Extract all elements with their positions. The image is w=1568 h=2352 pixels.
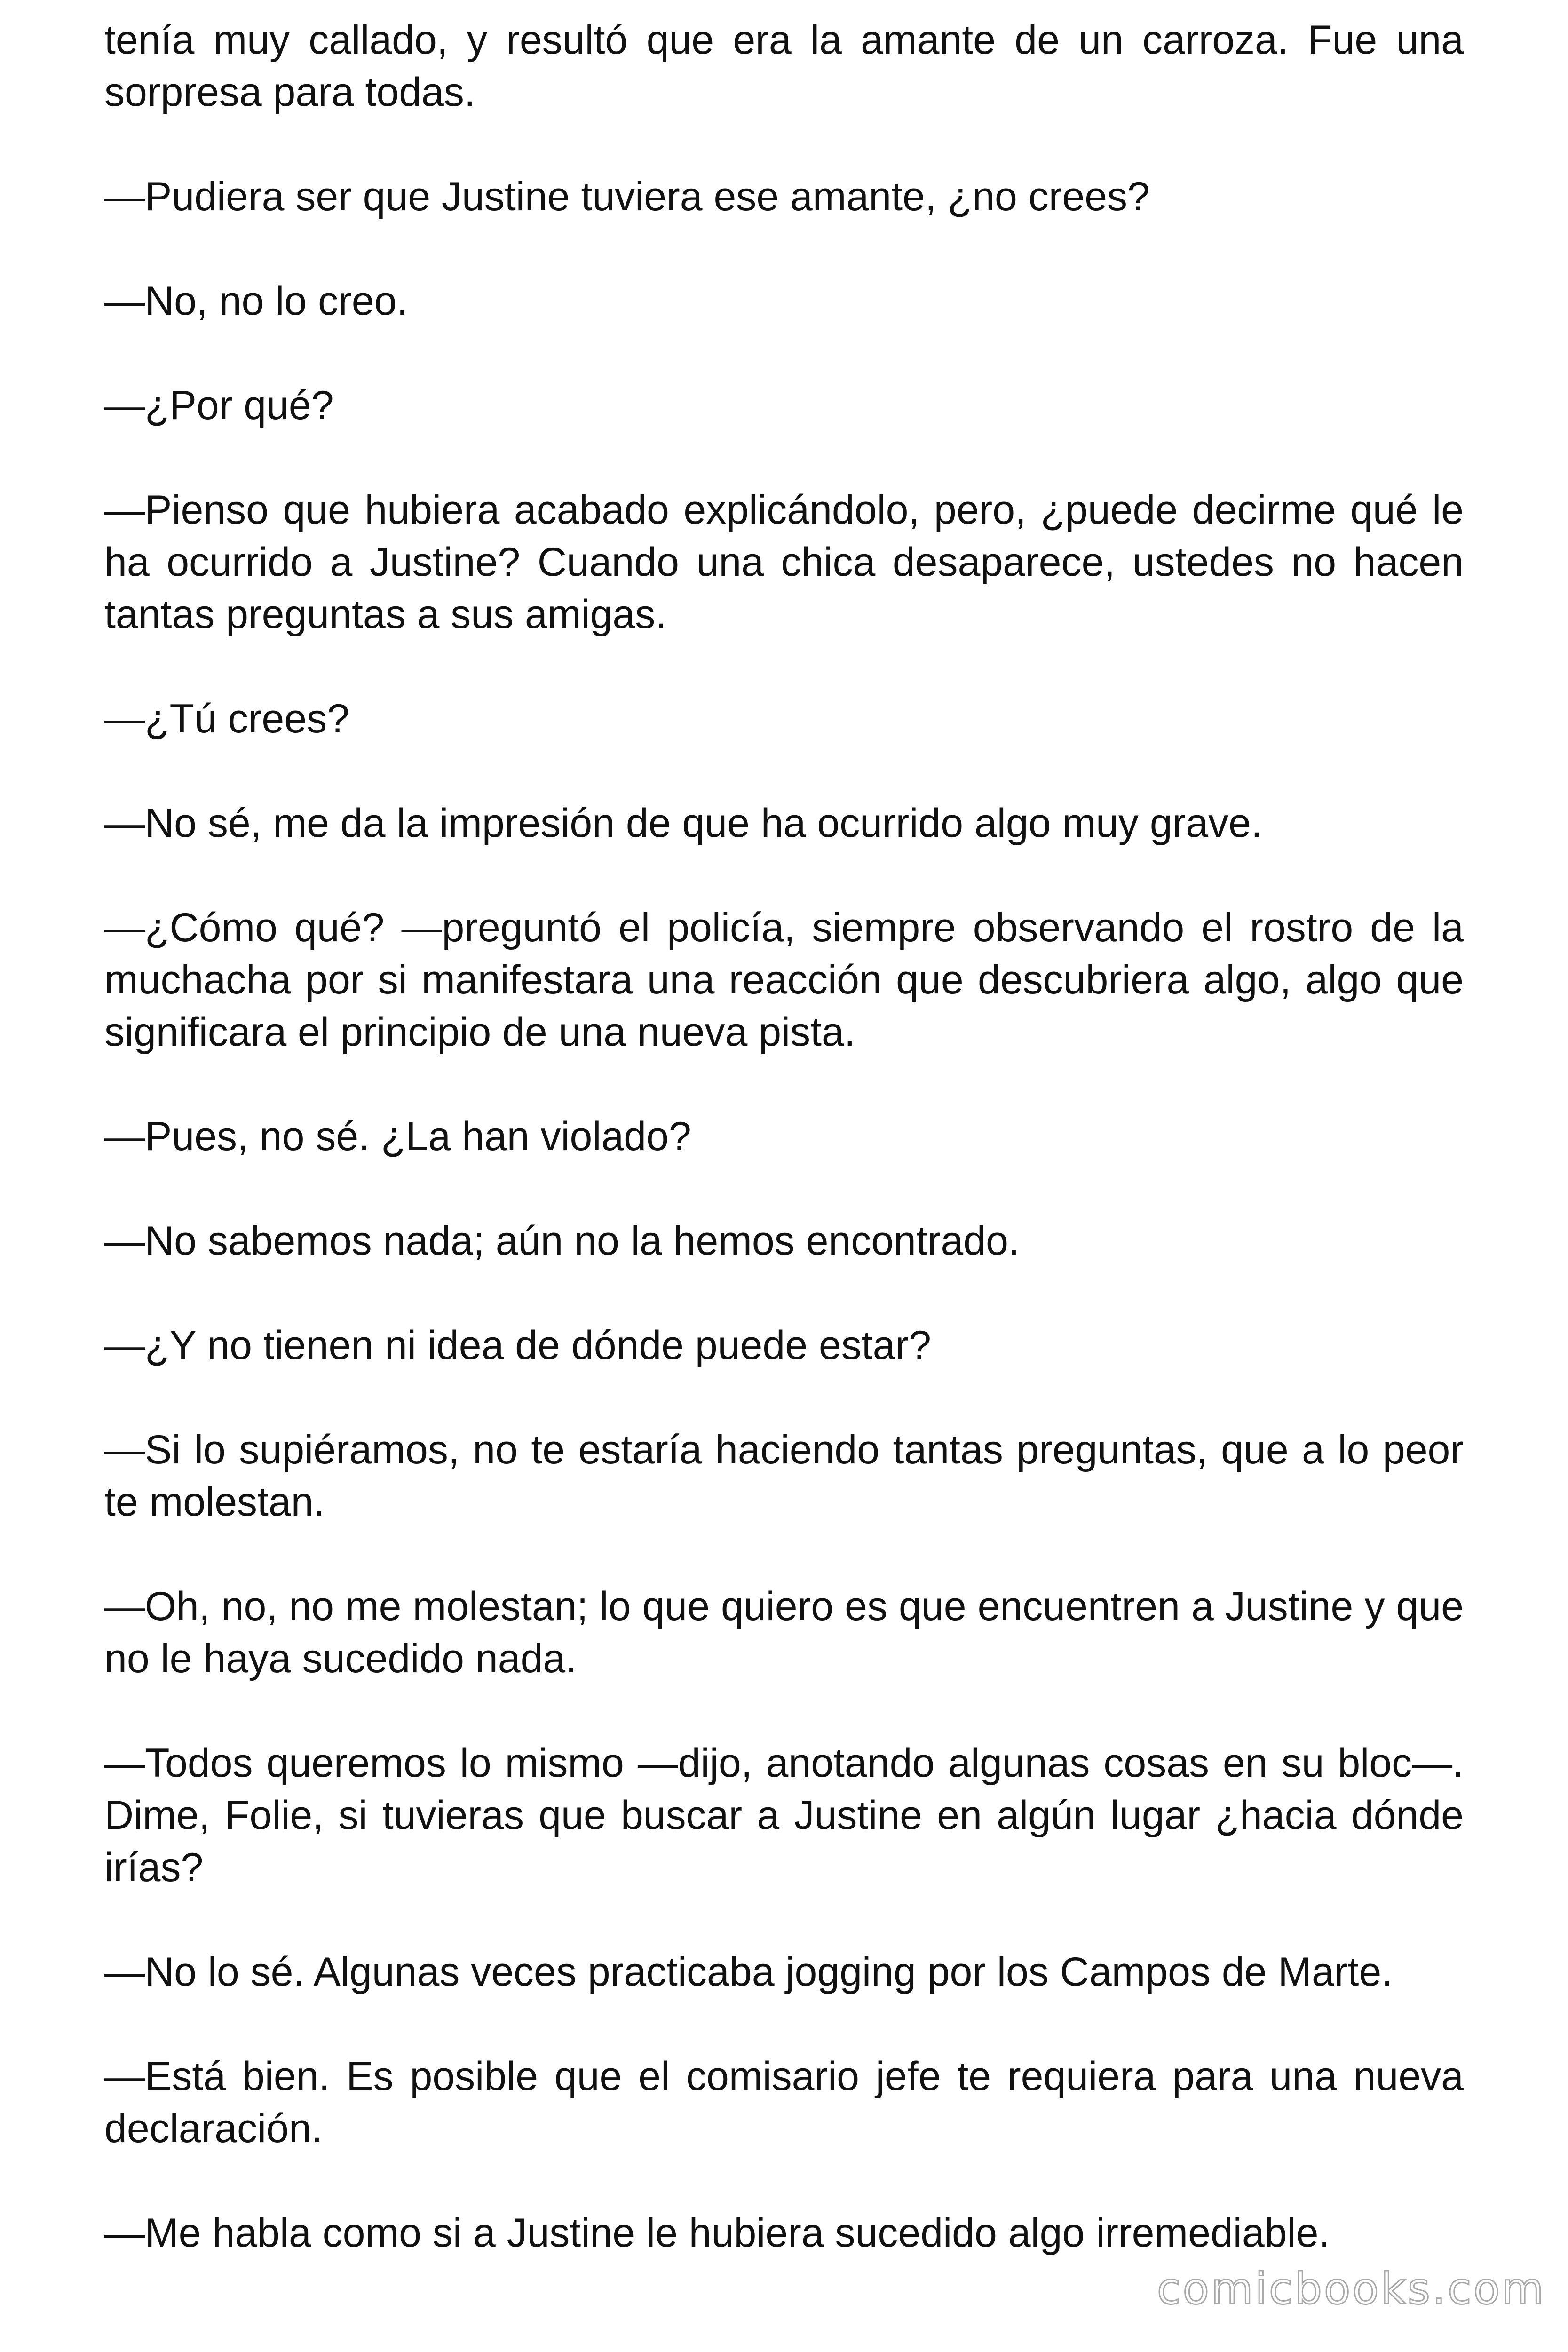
- paragraph: —Está bien. Es posible que el comisario jefe te requiera para una nueva declaración.: [104, 2054, 1464, 2151]
- paragraph: —Si lo supiéramos, no te estaría haciendo tantas preguntas, que a lo peor te molestan.: [104, 1427, 1464, 1525]
- paragraph: —Pienso que hubiera acabado explicándolo, pero, ¿puede decirme qué le ha ocurrido a Justine? Cuando una chica desaparece, ustedes no hacen tantas preguntas a sus amigas.: [104, 487, 1464, 637]
- paragraph: —Oh, no, no me molestan; lo que quiero es que encuentren a Justine y que no le haya sucedido nada.: [104, 1584, 1464, 1681]
- paragraph: —No lo sé. Algunas veces practicaba jogging por los Campos de Marte.: [104, 1949, 1393, 1994]
- paragraph: —No, no lo creo.: [104, 278, 408, 324]
- watermark: comicbooks.com: [1157, 2264, 1546, 2314]
- page-text: [104, 14, 1464, 2259]
- paragraph: —¿Y no tienen ni idea de dónde puede estar?: [104, 1323, 931, 1368]
- paragraph: —No sé, me da la impresión de que ha ocurrido algo muy grave.: [104, 801, 1262, 846]
- paragraph: —¿Cómo qué? —preguntó el policía, siempre observando el rostro de la muchacha por si manifestara una reacción que descubriera algo, algo que significara el principio de una nueva pista.: [104, 905, 1464, 1055]
- paragraph: tenía muy callado, y resultó que era la amante de un carroza. Fue una sorpresa para todas.: [104, 17, 1464, 115]
- paragraph: —Pues, no sé. ¿La han violado?: [104, 1114, 691, 1159]
- paragraph: —Me habla como si a Justine le hubiera sucedido algo irremediable.: [104, 2210, 1330, 2256]
- paragraph: —¿Tú crees?: [104, 696, 349, 741]
- paragraph: —Todos queremos lo mismo —dijo, anotando algunas cosas en su bloc—. Dime, Folie, si tuvieras que buscar a Justine en algún lugar ¿hacia dónde irías?: [104, 1740, 1464, 1890]
- paragraph: —¿Por qué?: [104, 383, 334, 428]
- paragraph: —Pudiera ser que Justine tuviera ese amante, ¿no crees?: [104, 174, 1150, 219]
- paragraph: —No sabemos nada; aún no la hemos encontrado.: [104, 1218, 1020, 1263]
